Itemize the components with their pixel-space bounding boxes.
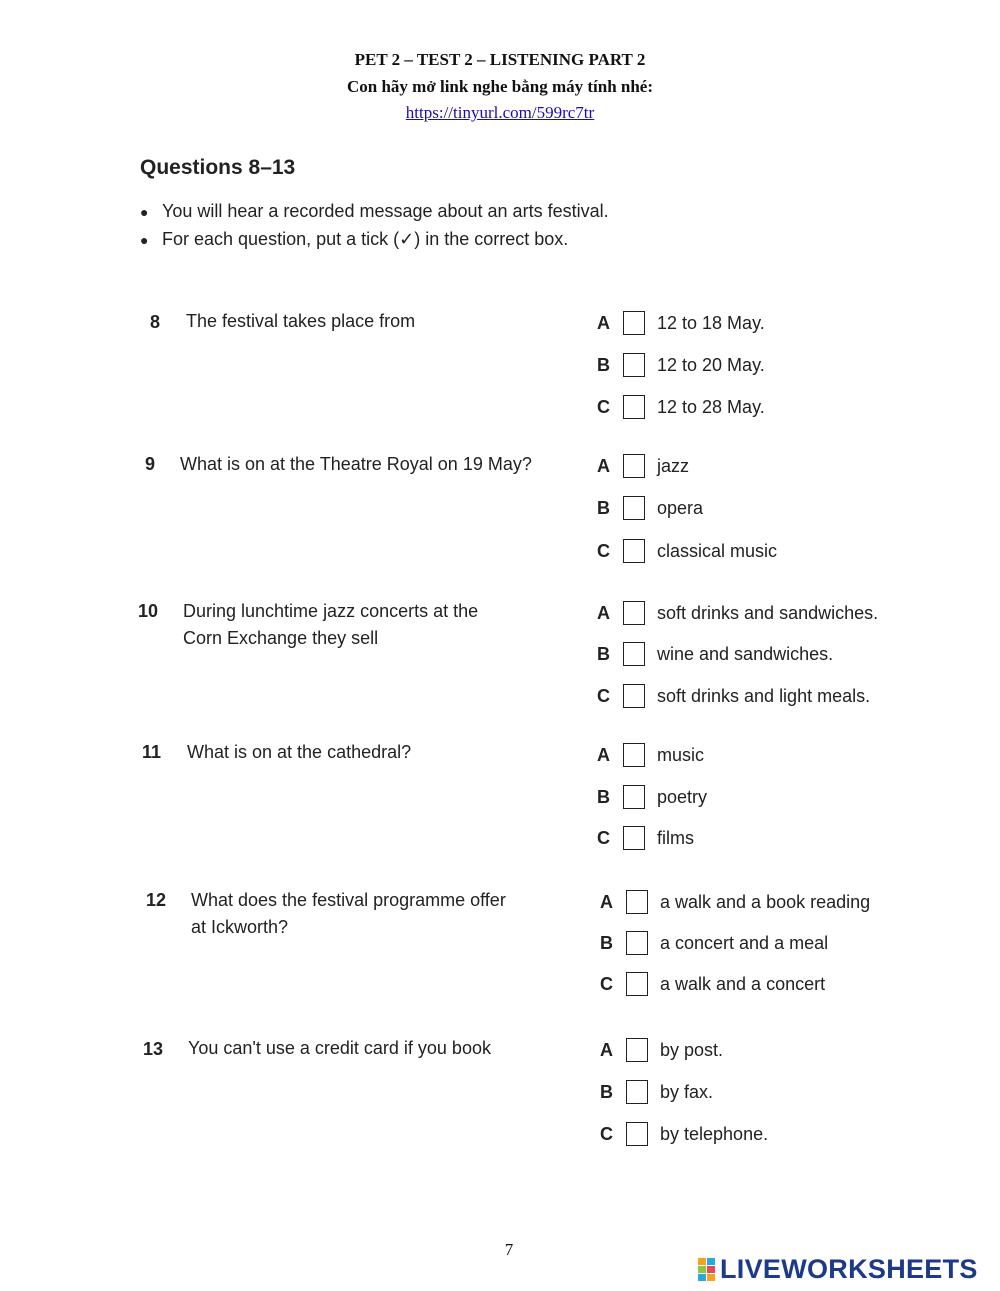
option-text: by telephone.: [660, 1123, 769, 1144]
question-number: 8: [150, 312, 161, 332]
option-9b[interactable]: [597, 493, 703, 523]
option-letter: C: [597, 396, 610, 417]
checkbox[interactable]: [623, 743, 645, 767]
option-12b[interactable]: [600, 928, 828, 958]
option-text: wine and sandwiches.: [657, 643, 834, 664]
option-text: a concert and a meal: [660, 932, 829, 953]
question-text: [191, 887, 506, 941]
option-letter: C: [597, 685, 610, 706]
option-text: a walk and a concert: [660, 973, 826, 994]
option-text: 12 to 28 May.: [657, 396, 765, 417]
option-11c[interactable]: [597, 823, 694, 853]
page-title: PET 2 – TEST 2 – LISTENING PART 2: [354, 50, 646, 69]
checkbox[interactable]: [623, 395, 645, 419]
option-letter: B: [597, 497, 610, 518]
option-letter: C: [600, 1123, 613, 1144]
option-letter: B: [597, 786, 610, 807]
option-text: films: [657, 827, 694, 848]
question-text: [180, 451, 532, 478]
bullet-text: You will hear a recorded message about an arts festival.: [162, 201, 609, 221]
option-9c[interactable]: [597, 536, 777, 566]
checkbox[interactable]: [623, 684, 645, 708]
option-10b[interactable]: [597, 639, 833, 669]
question-line: The festival takes place from: [186, 311, 416, 331]
option-text: 12 to 18 May.: [657, 312, 765, 333]
option-letter: C: [597, 540, 610, 561]
option-text: soft drinks and light meals.: [657, 685, 871, 706]
option-8c[interactable]: [597, 392, 765, 422]
option-text: classical music: [657, 540, 778, 561]
question-text: [187, 739, 411, 766]
option-letter: A: [600, 891, 613, 912]
option-letter: B: [597, 354, 610, 375]
section-title: Questions 8–13: [140, 156, 296, 179]
option-text: poetry: [657, 786, 708, 807]
bullet-item: ● For each question, put a tick (✓) in the correct box.: [140, 229, 569, 249]
checkbox[interactable]: [626, 1080, 648, 1104]
checkbox[interactable]: [626, 972, 648, 996]
option-12c[interactable]: [600, 969, 825, 999]
bullet-item: ● You will hear a recorded message about an arts festival.: [140, 201, 609, 221]
option-letter: C: [597, 827, 610, 848]
checkbox[interactable]: [623, 311, 645, 335]
liveworksheets-logo[interactable]: [698, 1254, 978, 1284]
option-text: soft drinks and sandwiches.: [657, 602, 879, 623]
option-text: jazz: [657, 455, 690, 476]
option-letter: B: [597, 643, 610, 664]
option-letter: A: [597, 312, 610, 333]
option-10c[interactable]: [597, 681, 870, 711]
checkbox[interactable]: [623, 826, 645, 850]
option-letter: B: [600, 932, 613, 953]
liveworksheets-logo-icon: [698, 1258, 715, 1281]
option-13c[interactable]: [600, 1119, 768, 1149]
question-number: 13: [143, 1039, 164, 1059]
option-12a[interactable]: [600, 887, 870, 917]
option-letter: A: [597, 744, 610, 765]
option-letter: C: [600, 973, 613, 994]
checkbox[interactable]: [623, 539, 645, 563]
option-10a[interactable]: [597, 598, 878, 628]
option-text: opera: [657, 497, 704, 518]
checkbox[interactable]: [626, 931, 648, 955]
question-line: at Ickworth?: [191, 917, 289, 937]
option-letter: A: [597, 602, 610, 623]
option-9a[interactable]: [597, 451, 689, 481]
option-13b[interactable]: [600, 1077, 713, 1107]
question-number: 10: [138, 601, 159, 621]
question-text: [186, 308, 415, 335]
option-text: by post.: [660, 1039, 724, 1060]
question-line: Corn Exchange they sell: [183, 628, 379, 648]
checkbox[interactable]: [623, 496, 645, 520]
question-text: [188, 1035, 491, 1062]
checkbox[interactable]: [623, 454, 645, 478]
checkbox[interactable]: [626, 1122, 648, 1146]
question-line: What is on at the Theatre Royal on 19 May?: [180, 454, 532, 474]
question-text: [183, 598, 478, 652]
question-line: What does the festival programme offer: [191, 890, 506, 910]
option-text: 12 to 20 May.: [657, 354, 765, 375]
brand-name: LIVEWORKSHEETS: [720, 1253, 978, 1284]
checkbox[interactable]: [623, 642, 645, 666]
option-text: music: [657, 744, 705, 765]
question-number: 11: [142, 742, 162, 762]
checkbox[interactable]: [623, 601, 645, 625]
option-letter: B: [600, 1081, 613, 1102]
question-line: What is on at the cathedral?: [187, 742, 412, 762]
instruction-text: Con hãy mở link nghe bằng máy tính nhé:: [346, 77, 654, 96]
option-8a[interactable]: [597, 308, 765, 338]
question-number: 9: [145, 454, 156, 474]
audio-link[interactable]: https://tinyurl.com/599rc7tr: [405, 103, 595, 122]
checkbox[interactable]: [626, 1038, 648, 1062]
question-line: During lunchtime jazz concerts at the: [183, 601, 479, 621]
option-11b[interactable]: [597, 782, 707, 812]
option-letter: A: [600, 1039, 613, 1060]
checkbox[interactable]: [626, 890, 648, 914]
checkbox[interactable]: [623, 785, 645, 809]
option-letter: A: [597, 455, 610, 476]
option-text: by fax.: [660, 1081, 714, 1102]
question-line: You can't use a credit card if you book: [188, 1038, 491, 1058]
option-8b[interactable]: [597, 350, 765, 380]
checkbox[interactable]: [623, 353, 645, 377]
option-13a[interactable]: [600, 1035, 723, 1065]
bullet-text: For each question, put a tick (✓) in the correct box.: [162, 229, 569, 249]
option-11a[interactable]: [597, 740, 704, 770]
question-number: 12: [146, 890, 167, 910]
option-text: a walk and a book reading: [660, 891, 871, 912]
page-number: 7: [504, 1240, 514, 1259]
